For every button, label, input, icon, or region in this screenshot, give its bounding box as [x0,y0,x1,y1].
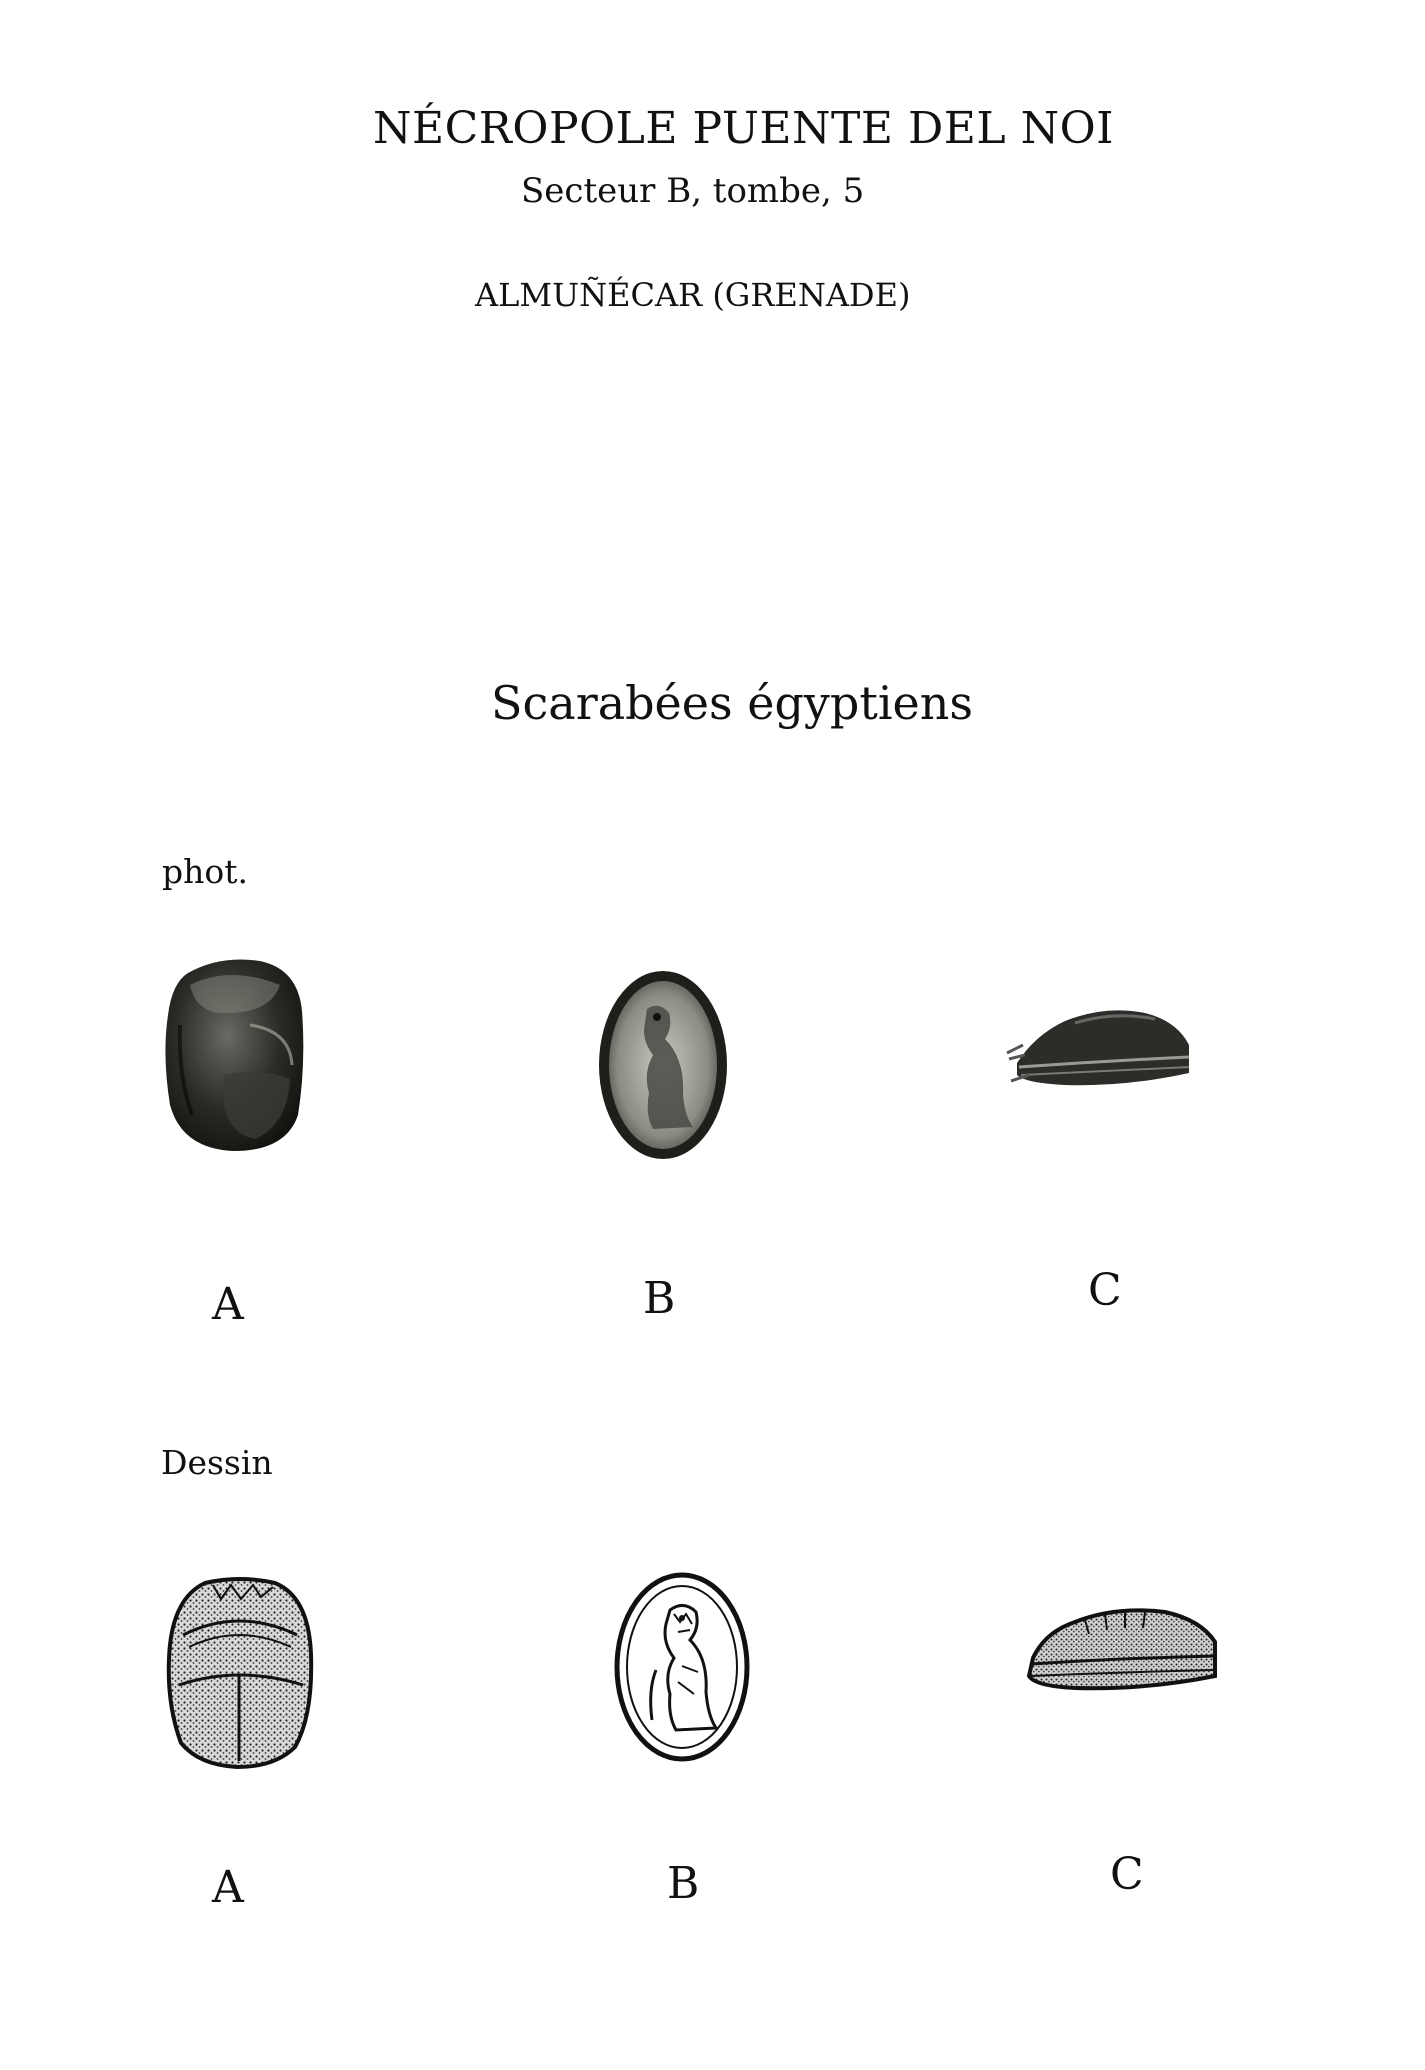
section-heading: Scarabées égyptiens [491,676,973,730]
page-subtitle: Secteur B, tombe, 5 [521,171,865,211]
scarab-seal-lion-drawing [612,1570,752,1765]
scarab-side-drawing [1025,1598,1220,1698]
scarab-back-photo [160,955,310,1155]
photo-label-c: C [1088,1265,1122,1316]
photo-label-a: A [212,1279,244,1330]
drawing-label-b: B [667,1858,700,1909]
drawings-label: Dessin [161,1443,273,1482]
drawing-label-c: C [1110,1849,1144,1900]
scarab-side-photo [1005,995,1195,1095]
location-caption: ALMUÑÉCAR (GRENADE) [475,276,911,314]
photos-label: phot. [162,852,248,891]
photo-label-b: B [643,1273,676,1324]
drawing-label-a: A [212,1862,244,1913]
scarab-back-drawing [165,1575,315,1770]
page-title: NÉCROPOLE PUENTE DEL NOI [373,103,1115,154]
scarab-seal-lion-photo [593,965,733,1165]
